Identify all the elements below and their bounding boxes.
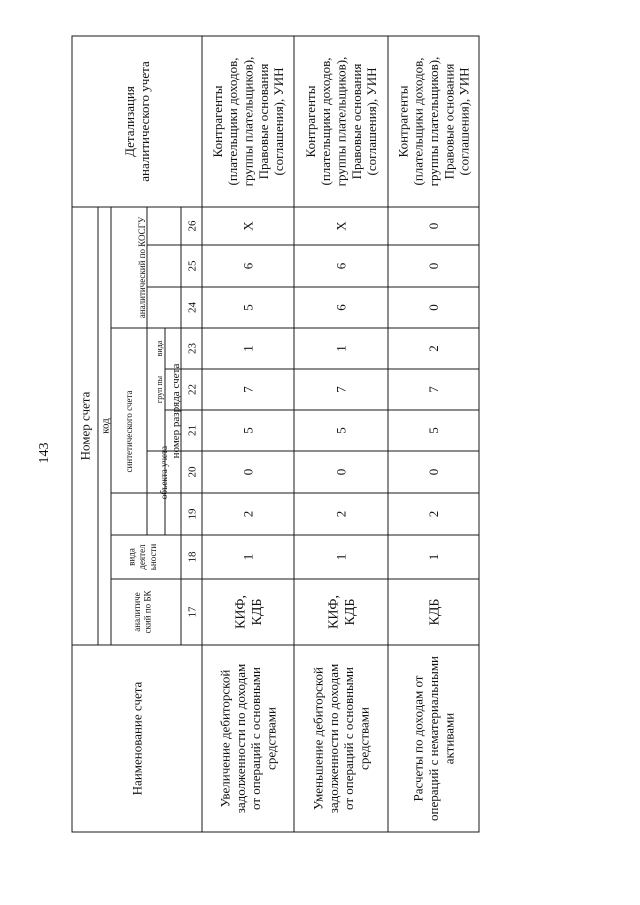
code-digit-cell: 0 (426, 222, 442, 230)
analytical-detail-cell: Контрагенты(плательщики доходов,группы плательщиков),Правовые основания(соглашения), УИН (302, 56, 380, 187)
code-digit-cell: КИФ, КДБ (233, 594, 266, 630)
account-name-cell: Увеличение дебиторскойзадолженности по доходамот операций с основнымисредствами (217, 663, 279, 814)
code-digit-cell: 5 (426, 427, 442, 434)
code-digit-cell: 6 (333, 304, 349, 311)
code-digit-cell: 6 (240, 262, 256, 270)
header-digit-number: номер разряда счета (169, 363, 182, 459)
header-activity-type: видадеятельности (126, 543, 158, 571)
code-digit-cell: 0 (333, 468, 349, 476)
code-digit-cell: 1 (333, 345, 349, 352)
account-name-cell: Уменьшение дебиторскойзадолженности по доходамот операций с основнымисредствами (310, 663, 372, 814)
header-group: груп пы (154, 375, 164, 404)
code-digit-cell: КИФ, КДБ (326, 594, 359, 630)
code-digit-cell: 0 (426, 262, 442, 270)
header-analytical-bk: аналитический по БК (131, 590, 153, 634)
code-digit-cell: 7 (426, 386, 442, 393)
table-body (210, 57, 472, 821)
code-digit-cell: 1 (426, 553, 442, 561)
header-account-number: Номер счета (77, 391, 93, 461)
code-digit-cell: 5 (333, 427, 349, 434)
digit-number: 23 (186, 343, 199, 354)
account-name-cell: Расчеты по доходам отопераций с нематериальнымиактивами (410, 655, 457, 822)
header-analytical-detail: Детализацияаналитического учета (121, 61, 153, 182)
analytical-detail-cell: Контрагенты(плательщики доходов,группы плательщиков),Правовые основания(соглашения), УИН (395, 56, 472, 187)
digit-number: 22 (186, 384, 199, 395)
header-kind: вида (154, 340, 164, 357)
code-digit-cell: 7 (240, 386, 256, 393)
header-synthetic: синтетического счета (124, 390, 135, 473)
code-digit-cell: 2 (240, 510, 256, 518)
header-account-name: Наименование счета (129, 681, 145, 796)
code-digit-cell: 0 (426, 304, 442, 311)
code-digit-cell: 5 (240, 304, 256, 311)
digit-number: 21 (186, 425, 199, 436)
analytical-detail-cell: Контрагенты(плательщики доходов,группы плательщиков),Правовые основания(соглашения), УИН (209, 56, 287, 187)
digit-number: 24 (186, 302, 199, 313)
code-digit-cell: 0 (426, 468, 442, 476)
table-header (78, 61, 199, 795)
code-digit-cell: 1 (240, 553, 256, 561)
code-digit-cell: 1 (333, 553, 349, 561)
digit-number: 17 (186, 606, 199, 618)
page-number: 143 (37, 442, 53, 464)
code-digit-cell: 0 (240, 468, 256, 476)
code-digit-cell: 2 (426, 510, 442, 518)
digit-number: 25 (186, 260, 199, 272)
accounts-table (72, 36, 479, 832)
code-digit-cell: 7 (333, 386, 349, 393)
code-digit-cell: X (240, 221, 256, 231)
code-digit-cell: 2 (333, 510, 349, 518)
header-code: код (99, 418, 112, 434)
code-digit-cell: X (333, 221, 349, 231)
code-digit-cell: КДБ (427, 598, 443, 626)
digit-number: 18 (186, 551, 199, 563)
code-digit-cell: 5 (240, 427, 256, 434)
digit-number: 20 (186, 466, 199, 478)
header-analytical-kosgu: аналитический по КОСГУ (137, 216, 148, 319)
digit-number: 26 (186, 220, 199, 232)
code-digit-cell: 6 (333, 262, 349, 270)
digit-number: 19 (186, 508, 199, 520)
header-object: объекта учета (159, 445, 170, 500)
code-digit-cell: 1 (240, 345, 256, 352)
code-digit-cell: 2 (426, 345, 442, 352)
